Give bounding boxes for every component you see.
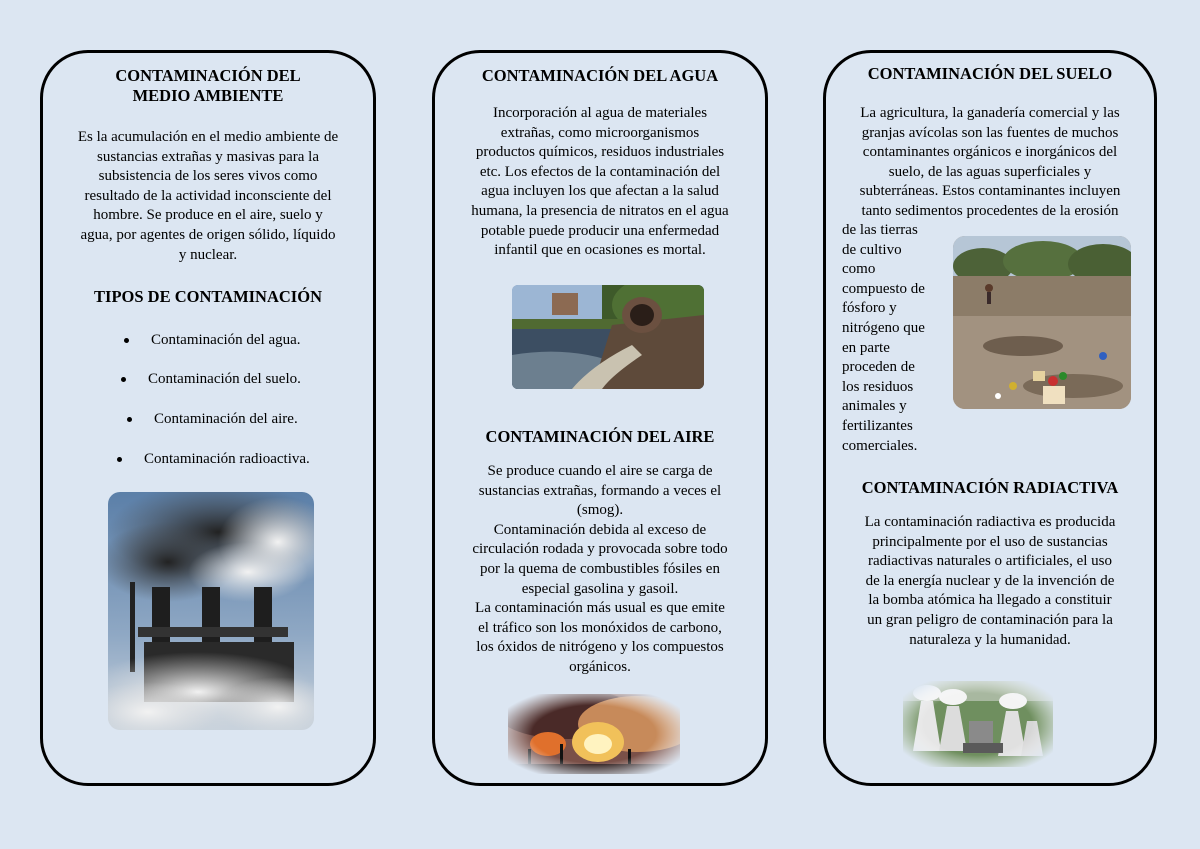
water-body-line: agua incluyen los que afectan a la salud <box>481 183 719 200</box>
soil-side-text <box>842 221 952 456</box>
soil-side-line: fósforo y <box>842 300 897 317</box>
rad-body-line: la bomba atómica ha llegado a constituir <box>868 592 1112 609</box>
air-body-line: Se produce cuando el aire se carga de <box>487 463 713 479</box>
type-list-item <box>127 411 298 428</box>
type-label: Contaminación del aire. <box>154 411 298 427</box>
soil-side-line: animales y <box>842 398 907 415</box>
water-body-line: infantil que en ocasiones es mortal. <box>494 242 706 259</box>
soil-title: CONTAMINACIÓN DEL SUELO <box>867 64 1113 83</box>
air-body-line: sustancias extrañas, formando a veces el <box>478 482 722 499</box>
bullet-icon <box>127 417 132 422</box>
soil-body-line: tanto sedimentos procedentes de la erosión <box>861 202 1119 219</box>
soil-side-line: compuesto de <box>842 280 925 297</box>
panel1-body-line: hombre. Se produce en el aire, suelo y <box>93 207 323 224</box>
bullet-icon <box>117 457 122 462</box>
soil-side-line: proceden de <box>842 359 915 376</box>
nuclear-plant-photo <box>903 681 1053 767</box>
air-body-line: especial gasolina y gasoil. <box>521 580 679 597</box>
type-list-item <box>124 332 301 349</box>
panel1-body-line: sustancias extrañas y masivas para la <box>96 148 319 165</box>
industrial-fire-photo <box>508 694 680 774</box>
soil-body <box>830 104 1150 222</box>
air-title: CONTAMINACIÓN DEL AIRE <box>485 427 715 446</box>
soil-side-line: como <box>842 261 876 278</box>
panel1-body-line: resultado de la actividad inconsciente del <box>84 187 332 204</box>
water-body-line: extrañas, como microorganismos <box>500 124 700 141</box>
soil-body-line: suelo, de las aguas superficiales y <box>888 163 1092 180</box>
bullet-icon <box>124 338 129 343</box>
rad-body-line: La contaminación radiactiva es producida <box>864 514 1116 530</box>
types-heading: TIPOS DE CONTAMINACIÓN <box>94 287 322 306</box>
soil-side-line: comerciales. <box>842 437 918 454</box>
water-title: CONTAMINACIÓN DEL AGUA <box>481 66 719 85</box>
garbage-dump-photo <box>953 236 1131 409</box>
air-body-line: circulación rodada y provocada sobre todo <box>472 541 728 558</box>
rad-body-line: de la energía nuclear y de la invención de <box>865 572 1115 589</box>
soil-body-line: contaminantes orgánicos e inorgánicos del <box>862 144 1118 161</box>
soil-side-line: los residuos <box>842 378 914 395</box>
air-body-line: el tráfico son los monóxidos de carbono, <box>478 619 722 636</box>
soil-side-line: de cultivo <box>842 241 902 258</box>
soil-side-line: nitrógeno que <box>842 319 925 336</box>
soil-body-line: granjas avícolas son las fuentes de muchos <box>861 124 1119 141</box>
panel1-body-line: y nuclear. <box>178 246 238 263</box>
rad-body-line: un gran peligro de contaminación para la <box>867 611 1113 628</box>
rad-title: CONTAMINACIÓN RADIACTIVA <box>861 478 1119 497</box>
sewage-pipe-river-photo <box>512 285 704 389</box>
panel1-body <box>48 128 368 265</box>
panel1-body-line: Es la acumulación en el medio ambiente de <box>77 129 339 145</box>
air-body-line: por la quema de combustibles fósiles en <box>480 560 720 577</box>
water-body-line: Incorporación al agua de materiales <box>492 105 708 121</box>
water-body-line: humana, la presencia de nitratos en el agua <box>471 202 729 219</box>
panel1-body-line: subsistencia de los seres vivos como <box>98 168 318 185</box>
factory-smoke-photo <box>108 492 314 730</box>
panel1-body-line: agua, por agentes de origen sólido, líquido <box>80 226 336 243</box>
air-body-line: los óxidos de nitrógeno y los compuestos <box>476 639 724 656</box>
soil-body-line: La agricultura, la ganadería comercial y las <box>860 105 1120 121</box>
rad-body-line: principalmente por el uso de sustancias <box>872 533 1108 550</box>
type-label: Contaminación radioactiva. <box>144 451 310 467</box>
soil-body-line: subterráneas. Estos contaminantes incluyen <box>859 183 1121 200</box>
rad-body <box>830 513 1150 650</box>
type-label: Contaminación del suelo. <box>148 371 301 387</box>
soil-side-line: fertilizantes <box>842 417 913 434</box>
type-list-item <box>117 451 310 468</box>
air-body-line: (smog). <box>576 502 624 519</box>
air-body-line: Contaminación debida al exceso de <box>493 521 707 538</box>
bullet-icon <box>121 377 126 382</box>
water-body-line: potable puede producir una enfermedad <box>480 222 720 239</box>
water-body <box>440 104 760 261</box>
air-body-line: La contaminación más usual es que emite <box>475 600 725 617</box>
air-body <box>440 462 760 678</box>
soil-side-line: en parte <box>842 339 890 356</box>
panel1-title: CONTAMINACIÓN DEL MEDIO AMBIENTE <box>115 66 301 105</box>
water-body-line: productos químicos, residuos industriales <box>475 144 725 161</box>
type-label: Contaminación del agua. <box>151 332 301 348</box>
water-body-line: etc. Los efectos de la contaminación del <box>479 163 721 180</box>
rad-body-line: naturaleza y la humanidad. <box>909 631 1071 648</box>
type-list-item <box>121 371 301 388</box>
soil-side-line: de las tierras <box>842 222 918 238</box>
rad-body-line: radiactivas naturales o artificiales, el uso <box>867 553 1113 570</box>
air-body-line: orgánicos. <box>569 658 631 675</box>
